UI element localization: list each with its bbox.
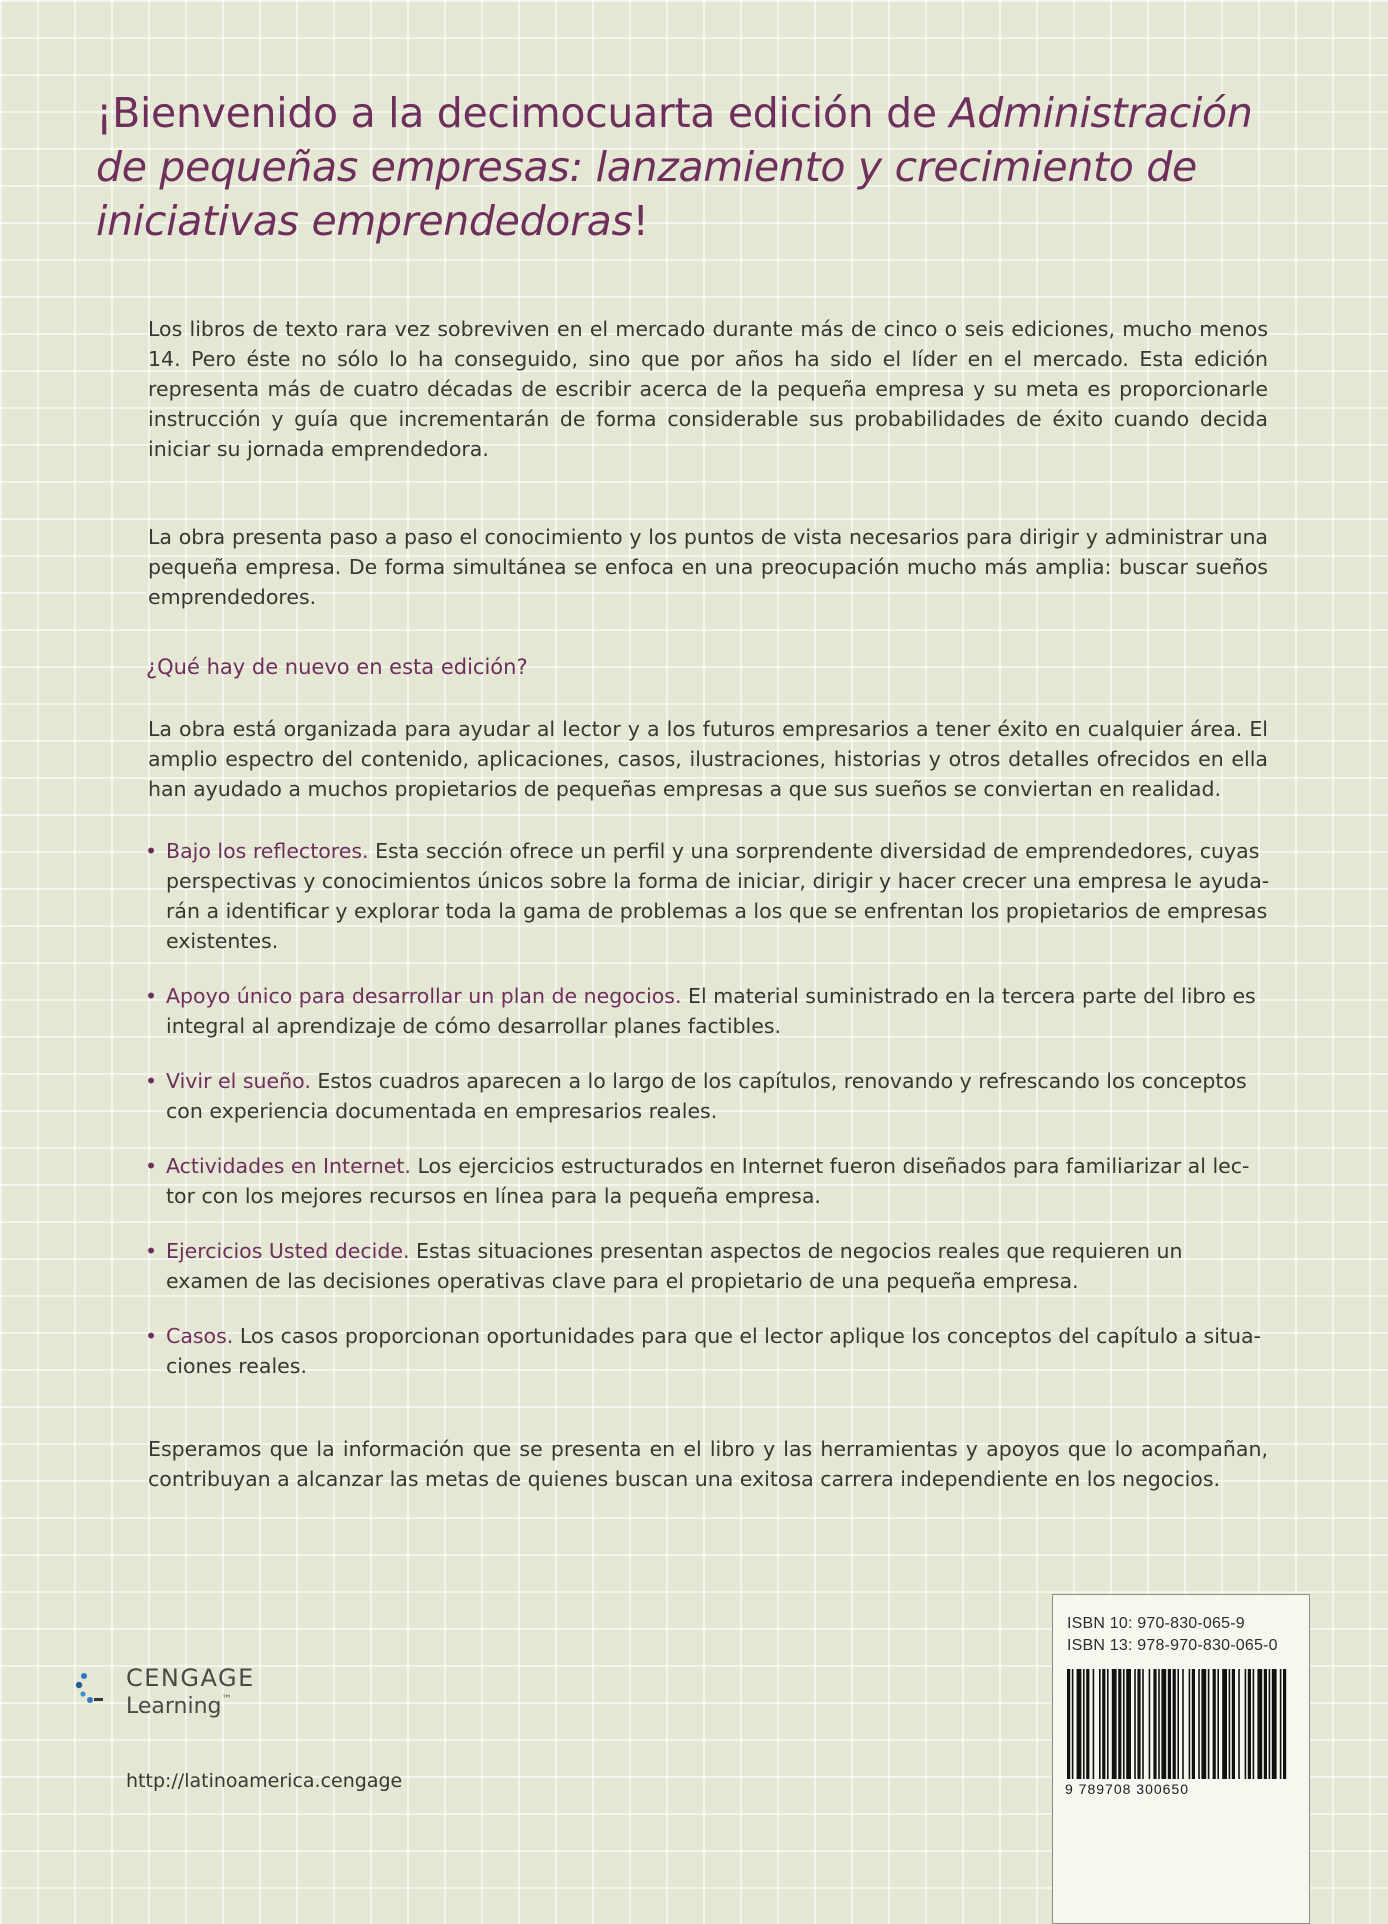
isbn-box <box>1052 1594 1310 1924</box>
bullet-icon: • <box>145 984 158 1008</box>
isbn-10: ISBN 10: 970-830-065-9 <box>1067 1615 1245 1632</box>
headline-intro: ¡Bienvenido a la decimocuarta edición de <box>96 89 950 137</box>
publisher-name: CENGAGE <box>126 1664 255 1692</box>
feature-term: Casos. <box>166 1324 234 1348</box>
headline-book-title: Administración de pequeñas empresas: lanzamiento y crecimiento de iniciativas emprendedoras <box>96 89 1253 245</box>
intro-paragraph-1: Los libros de texto rara vez sobreviven en el mercado durante más de cinco o seis ediciones, mucho menos 14. Pero éste no sólo lo ha conseguido, sino que por años ha sido el líder en el mercado. Esta edición representa más de cuatro décadas de escribir acerca de la pequeña empresa y su meta es proporcionarle instrucción y guía que incrementarán de forma considerable sus probabilidades de éxito cuando decida iniciar su jornada emprendedora. <box>148 317 1268 461</box>
feature-term: Ejercicios Usted decide. <box>166 1239 410 1263</box>
trademark-symbol: ™ <box>221 1694 232 1705</box>
feature-text: El material suministrado en la tercera parte del libro es integral al aprendizaje de cómo desarrollar planes factibles. <box>166 984 1256 1038</box>
features-list <box>146 836 1271 1406</box>
publisher-logo <box>74 1664 294 1724</box>
feature-term: Actividades en Internet. <box>166 1154 411 1178</box>
publisher-sub-text: Learning <box>126 1694 222 1719</box>
feature-text: Esta sección ofrece un perfil y una sorprendente diversidad de emprendedores, cuyas perspectivas y conocimientos únicos sobre la forma de iniciar, dirigir y hacer crecer una empresa le ayuda-rán a identificar y explorar toda la gama de problemas a los que se enfrentan los propietarios de empresas existentes. <box>166 839 1270 953</box>
list-item <box>146 981 1271 1041</box>
feature-text: Los casos proporcionan oportunidades para que el lector aplique los conceptos del capítulo a situa-ciones reales. <box>166 1324 1261 1378</box>
headline <box>96 86 1306 248</box>
list-item <box>146 836 1271 956</box>
feature-text: Estas situaciones presentan aspectos de negocios reales que requieren un examen de las decisiones operativas clave para el propietario de una pequeña empresa. <box>166 1239 1183 1293</box>
headline-end: ! <box>632 197 649 245</box>
feature-text: Los ejercicios estructurados en Internet fueron diseñados para familiarizar al lec-tor con los mejores recursos en línea para la pequeña empresa. <box>166 1154 1250 1208</box>
cengage-logo-icon <box>74 1668 118 1716</box>
isbn-13: ISBN 13: 978-970-830-065-0 <box>1067 1637 1278 1654</box>
publisher-url: http://latinoamerica.cengage <box>126 1770 403 1792</box>
list-item <box>146 1321 1271 1381</box>
section-heading: ¿Qué hay de nuevo en esta edición? <box>146 655 528 679</box>
barcode-digits: 9 789708 300650 <box>1065 1781 1189 1797</box>
barcode-icon <box>1065 1669 1289 1779</box>
closing-paragraph: Esperamos que la información que se presenta en el libro y las herramientas y apoyos que lo acompañan, contribuyan a alcanzar las metas de quienes buscan una exitosa carrera independiente en los negocios. <box>148 1437 1268 1491</box>
feature-term: Apoyo único para desarrollar un plan de negocios. <box>166 984 682 1008</box>
publisher-sub <box>126 1694 232 1719</box>
section-paragraph: La obra está organizada para ayudar al lector y a los futuros empresarios a tener éxito en cualquier área. El amplio espectro del contenido, aplicaciones, casos, ilustraciones, historias y otros detalles ofrecidos en ella han ayudado a muchos propietarios de pequeñas empresas a que sus sueños se conviertan en realidad. <box>148 717 1268 801</box>
bullet-icon: • <box>145 1239 158 1263</box>
bullet-icon: • <box>145 1324 158 1348</box>
bullet-icon: • <box>145 839 158 863</box>
list-item <box>146 1236 1271 1296</box>
feature-text: Estos cuadros aparecen a lo largo de los capítulos, renovando y refrescando los conceptos con experiencia documentada en empresarios reales. <box>166 1069 1247 1123</box>
list-item <box>146 1066 1271 1126</box>
feature-term: Bajo los reflectores. <box>166 839 369 863</box>
intro-paragraph-2: La obra presenta paso a paso el conocimiento y los puntos de vista necesarios para dirigir y administrar una pequeña empresa. De forma simultánea se enfoca en una preocupación mucho más amplia: buscar sueños emprendedores. <box>148 525 1268 609</box>
list-item <box>146 1151 1271 1211</box>
feature-term: Vivir el sueño. <box>166 1069 311 1093</box>
bullet-icon: • <box>145 1069 158 1093</box>
bullet-icon: • <box>145 1154 158 1178</box>
